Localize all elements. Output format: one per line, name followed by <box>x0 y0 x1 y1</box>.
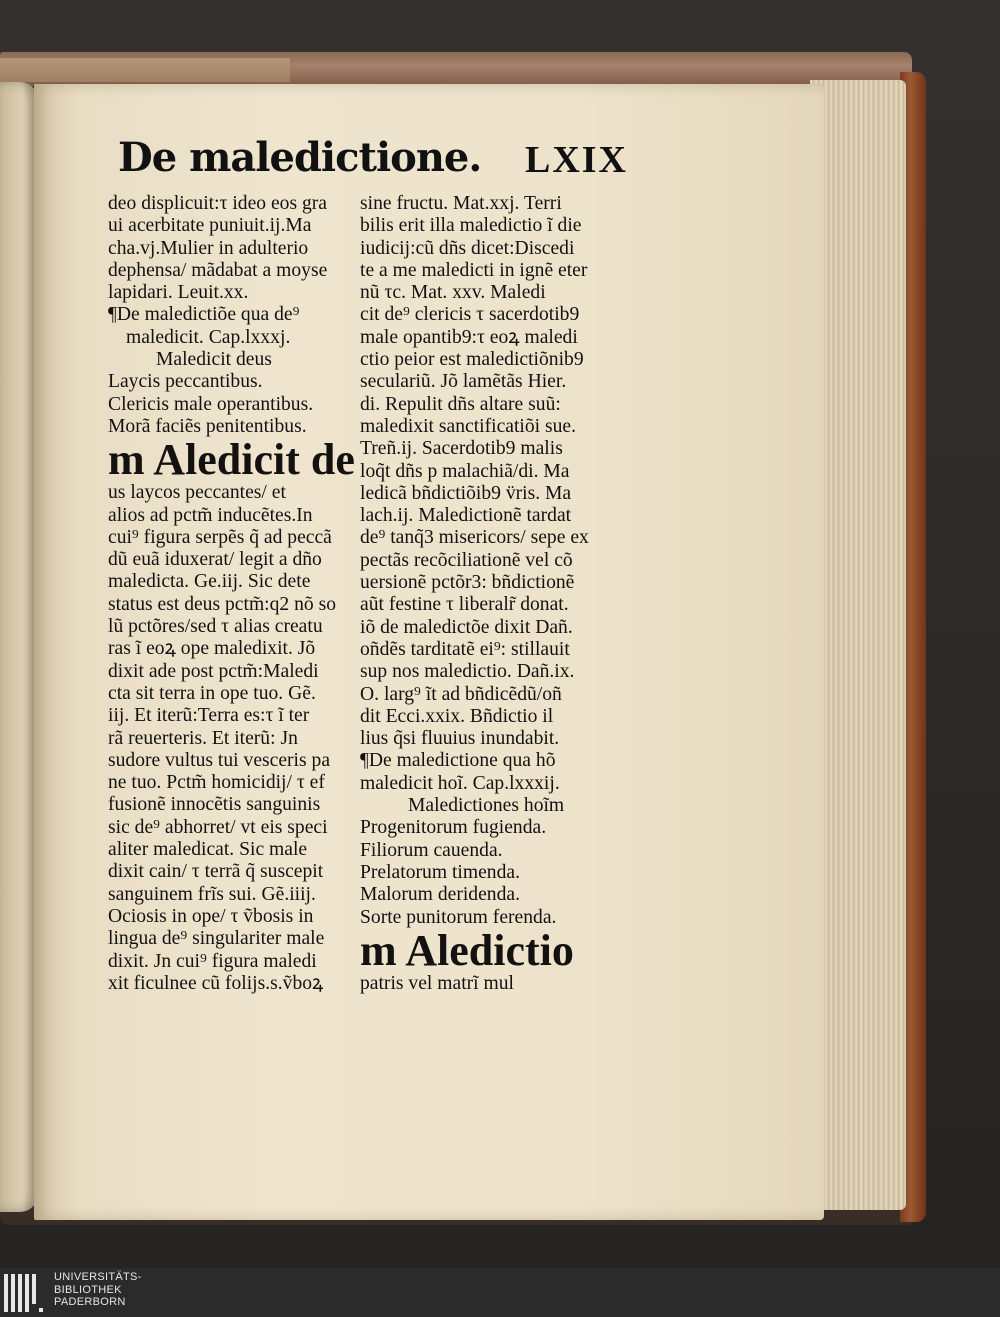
text-line: dephensa/ mãdabat a moyse <box>108 259 328 281</box>
decorated-initial-line: m Aledicit de <box>108 435 355 485</box>
text-line: Filiorum cauenda. <box>360 839 503 861</box>
text-line: maledicit. Cap.lxxxj. <box>126 326 291 348</box>
text-line: uersionẽ pctõr3: bñdictionẽ <box>360 572 575 594</box>
text-line: sudore vultus tui vesceris pa <box>108 749 331 771</box>
text-line: lingua de⁹ singulariter male <box>108 928 325 950</box>
text-line: loq̃t dñs p malachiã/di. Ma <box>360 460 570 482</box>
cover-label-strip <box>0 58 290 82</box>
text-line: cit de⁹ clericis τ sacerdotib9 <box>360 304 580 326</box>
text-line: sine fructu. Mat.xxj. Terri <box>360 193 562 214</box>
text-line: Clericis male operantibus. <box>108 393 314 415</box>
text-line: iudicij:cũ dñs dicet:Discedi <box>360 237 575 259</box>
text-line: dit Ecci.xxix. Bñdictio il <box>360 705 554 727</box>
text-line: lũ pctõres/sed τ alias creatu <box>108 616 323 638</box>
text-line: sup nos maledictio. Dañ.ix. <box>360 661 575 683</box>
text-line: cta sit terra in ope tuo. Gẽ. <box>108 682 316 704</box>
text-line: lius q̃si fluuius inundabit. <box>360 728 560 750</box>
text-line: pectãs recõciliationẽ vel cõ <box>360 549 573 571</box>
library-logo-text <box>54 1271 142 1309</box>
text-line: sanguinem frĩs sui. Gẽ.iiij. <box>108 883 316 905</box>
text-line: dixit ade post pctm̃:Maledi <box>108 660 319 682</box>
text-line: lapidari. Leuit.xx. <box>108 282 249 304</box>
text-line: ui acerbitate puniuit.ij.Ma <box>108 215 312 237</box>
text-line: cui⁹ figura serpẽs q̃ ad peccã <box>108 526 332 548</box>
text-line: iij. Et iterũ:Terra es:τ ĩ ter <box>108 705 310 727</box>
text-line: dixit. Jn cui⁹ figura maledi <box>108 950 317 972</box>
text-line: dixit cain/ τ terrã q̃ suscepit <box>108 861 324 883</box>
text-line: O. larg⁹ ĩt ad bñdicẽdũ/oñ <box>360 683 562 705</box>
logo-line: BIBLIOTHEK <box>54 1283 122 1296</box>
logo-line: UNIVERSITÄTS- <box>54 1271 142 1283</box>
text-line: ne tuo. Pctm̃ homicidij/ τ ef <box>108 772 325 794</box>
text-line: lach.ij. Maledictionẽ tardat <box>360 505 572 527</box>
text-line: cha.vj.Mulier in adulterio <box>108 237 309 259</box>
logo-line: PADERBORN <box>54 1296 126 1308</box>
decorated-initial-line: m Aledictio <box>360 925 574 975</box>
text-line: Malorum deridenda. <box>360 884 520 906</box>
text-line: maledixit sanctificatiõi sue. <box>360 415 577 437</box>
text-line: sic de⁹ abhorret/ vt eis speci <box>108 816 328 838</box>
text-line: Morã faciẽs penitentibus. <box>108 415 307 437</box>
running-header <box>118 134 628 190</box>
text-line: us laycos peccantes/ et <box>108 482 286 504</box>
text-line: maledicta. Ge.iij. Sic dete <box>108 571 311 593</box>
text-line: patris vel matrĩ mul <box>360 972 514 994</box>
text-line: Progenitorum fugienda. <box>360 817 547 839</box>
text-line: Ociosis in ope/ τ ṽbosis in <box>108 905 314 927</box>
left-page-edge <box>0 82 38 1212</box>
folio-number: LXIX <box>524 139 628 181</box>
text-line: xit ficulnee cũ folijs.s.ṽboꝝ <box>108 972 324 994</box>
text-line: ¶De maledictiõe qua de⁹ <box>108 304 300 326</box>
text-line: deo displicuit:τ ideo eos gra <box>108 193 328 214</box>
text-line: fusionẽ innocẽtis sanguinis <box>108 794 321 816</box>
text-line: Sorte punitorum ferenda. <box>360 906 557 928</box>
text-line: Maledictiones hoĩm <box>408 795 565 817</box>
text-line: rã reuerteris. Et iterũ: Jn <box>108 727 298 749</box>
text-column-right <box>360 193 626 995</box>
text-line: ¶De maledictione qua hõ <box>360 750 556 772</box>
text-line: ctio peior est maledictiõnib9 <box>360 349 584 371</box>
text-line: seculariũ. Jõ lamẽtãs Hier. <box>360 371 567 393</box>
text-line: dũ euã iduxerat/ legit a dño <box>108 549 322 571</box>
library-footer <box>0 1268 1000 1317</box>
text-line: alios ad pctm̃ inducẽtes.In <box>108 504 313 526</box>
text-line: oñdẽs tarditatẽ ei⁹: stillauit <box>360 638 570 660</box>
text-line: di. Repulit dñs altare suũ: <box>360 393 561 415</box>
text-line: Prelatorum timenda. <box>360 861 520 883</box>
text-line: ledicã bñdictiõib9 v̈ris. Ma <box>360 482 572 504</box>
text-line: ras ĩ eoꝝ ope maledixit. Jõ <box>108 638 316 660</box>
text-line: aũt festine τ liberalr̃ donat. <box>360 594 569 616</box>
text-line: Laycis peccantibus. <box>108 371 263 393</box>
text-line: iõ de maledictõe dixit Dañ. <box>360 616 573 638</box>
text-line: nũ τc. Mat. xxv. Maledi <box>360 282 546 304</box>
text-line: Treñ.ij. Sacerdotib9 malis <box>360 438 563 460</box>
book-cover-top <box>0 52 912 86</box>
page-edges <box>810 80 906 1210</box>
text-line: status est deus pctm̃:q2 nõ so <box>108 593 337 615</box>
text-line: maledicit hoĩ. Cap.lxxxij. <box>360 772 560 794</box>
page-title: De maledictione. <box>118 134 482 181</box>
text-line: te a me maledicti in ignẽ eter <box>360 259 588 281</box>
text-line: aliter maledicat. Sic male <box>108 839 308 861</box>
text-line: de⁹ tanq̃3 misericors/ sepe ex <box>360 527 589 549</box>
text-column-left <box>108 193 358 995</box>
text-line: bilis erit illa maledictio ĩ die <box>360 215 582 237</box>
library-logo-icon <box>4 1274 44 1312</box>
text-line: Maledicit deus <box>156 349 272 371</box>
text-line: male opantib9:τ eoꝝ maledi <box>360 326 578 348</box>
